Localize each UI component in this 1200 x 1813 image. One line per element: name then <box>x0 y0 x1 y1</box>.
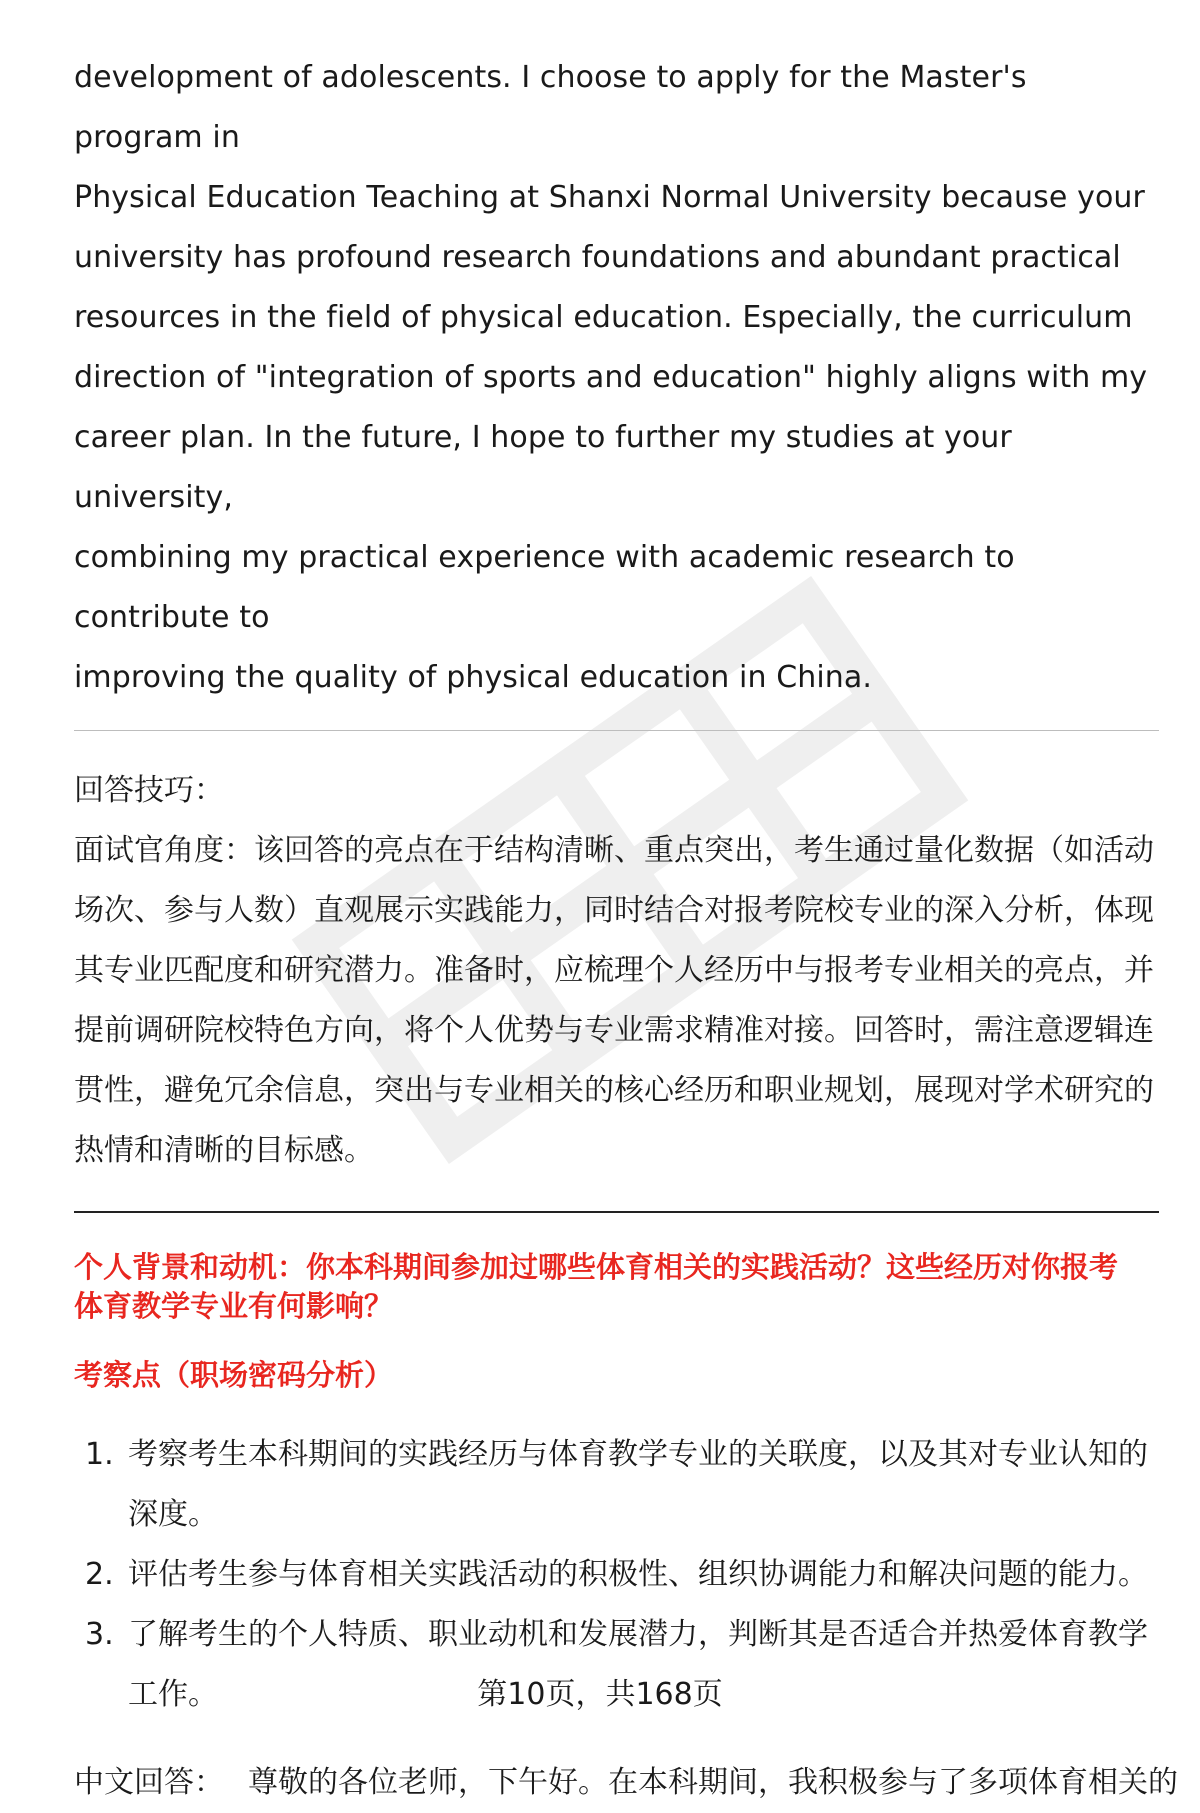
tips-line: 热情和清晰的目标感。 <box>74 1133 374 1168</box>
chinese-answer <box>74 1753 1178 1813</box>
tips-line: 场次、参与人数）直观展示实践能力，同时结合对报考院校专业的深入分析，体现 <box>74 893 1154 928</box>
section-divider-thin <box>74 730 1159 731</box>
english-answer-line: direction of "integration of sports and education" highly aligns with my <box>74 360 1148 395</box>
english-answer-line: career plan. In the future, I hope to further my studies at your university, <box>74 420 1012 515</box>
tips-paragraph <box>74 821 1159 1181</box>
list-item-line: 了解考生的个人特质、职业动机和发展潜力，判断其是否适合并热爱体育教学 <box>128 1617 1148 1652</box>
list-item-line: 工作。 <box>128 1677 218 1712</box>
english-answer-line: Physical Education Teaching at Shanxi Normal University because your <box>74 180 1145 215</box>
tips-line: 提前调研院校特色方向，将个人优势与专业需求精准对接。回答时，需注意逻辑连 <box>74 1013 1154 1048</box>
question-heading <box>74 1248 1159 1326</box>
list-item <box>74 1425 1159 1545</box>
chinese-answer-text: 尊敬的各位老师，下午好。在本科期间，我积极参与了多项体育相关的 <box>248 1765 1178 1800</box>
document-page <box>74 48 1178 1813</box>
list-item-number: 2. <box>85 1557 114 1592</box>
chinese-answer-label: 中文回答： <box>74 1765 224 1800</box>
question-line: 体育教学专业有何影响？ <box>74 1289 394 1323</box>
question-line: 个人背景和动机：你本科期间参加过哪些体育相关的实践活动？这些经历对你报考 <box>74 1250 1119 1284</box>
list-item-line: 评估考生参与体育相关实践活动的积极性、组织协调能力和解决问题的能力。 <box>128 1557 1148 1592</box>
english-answer-line: resources in the field of physical education. Especially, the curriculum <box>74 300 1133 335</box>
english-answer-line: development of adolescents. I choose to apply for the Master's program in <box>74 60 1027 155</box>
tips-label: 回答技巧： <box>74 773 224 808</box>
english-answer-continued <box>74 48 1159 708</box>
page-number-footer: 第10页，共168页 <box>477 1677 723 1712</box>
tips-line: 其专业匹配度和研究潜力。准备时，应梳理个人经历中与报考专业相关的亮点，并 <box>74 953 1154 988</box>
section-divider-thick <box>74 1211 1159 1213</box>
list-item <box>74 1545 1159 1605</box>
english-answer-line: university has profound research foundations and abundant practical <box>74 240 1121 275</box>
tips-line: 贯性，避免冗余信息，突出与专业相关的核心经历和职业规划，展现对学术研究的 <box>74 1073 1154 1108</box>
english-answer-line: improving the quality of physical education in China. <box>74 660 873 695</box>
tips-line: 面试官角度：该回答的亮点在于结构清晰、重点突出，考生通过量化数据（如活动 <box>74 833 1154 868</box>
list-item-line: 考察考生本科期间的实践经历与体育教学专业的关联度，以及其对专业认知的 <box>128 1437 1148 1472</box>
list-item-line: 深度。 <box>128 1497 218 1532</box>
analysis-heading: 考察点（职场密码分析） <box>74 1358 394 1392</box>
list-item-number: 1. <box>85 1437 114 1472</box>
list-item-number: 3. <box>85 1617 114 1652</box>
english-answer-line: combining my practical experience with academic research to contribute to <box>74 540 1015 635</box>
